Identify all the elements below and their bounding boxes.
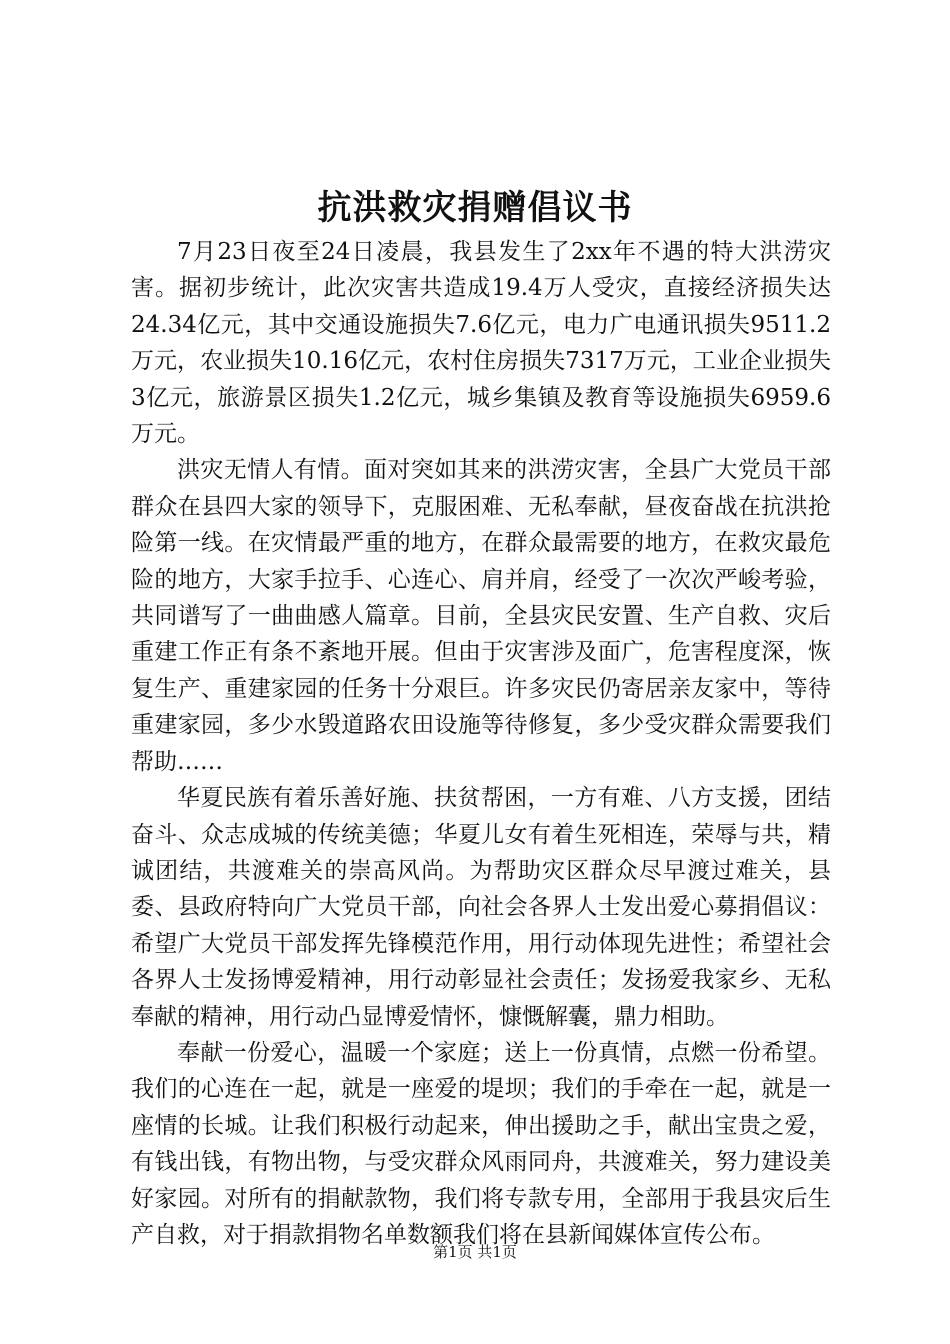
paragraph-disaster-summary: 7月23日夜至24日凌晨，我县发生了2xx年不遇的特大洪涝灾害。据初步统计，此次灾害共造成19.4万人受灾，直接经济损失达24.34亿元，其中交通设施损失7.6亿元，电力广电通讯损失9511.2万元，农业损失10.16亿元，农村住房损失7317万元，工业企业损失3亿元，旅游景区损失1.2亿元，城乡集镇及教育等设施损失6959.6万元。: [131, 239, 831, 448]
document-title: 抗洪救灾捐赠倡议书: [317, 188, 633, 228]
page-number-footer: 第1页 共1页: [433, 1243, 517, 1261]
document-body: [131, 234, 831, 1253]
paragraph-closing-call: 奉献一份爱心，温暖一个家庭；送上一份真情，点燃一份希望。我们的心连在一起，就是一座爱的堤坝；我们的手牵在一起，就是一座情的长城。让我们积极行动起来，伸出援助之手，献出宝贵之爱，有钱出钱，有物出物，与受灾群众风雨同舟，共渡难关，努力建设美好家园。对所有的捐献款物，我们将专款专用，全部用于我县灾后生产自救，对于捐款捐物名单数额我们将在县新闻媒体宣传公布。: [131, 1039, 831, 1248]
paragraph-flood-response: 洪灾无情人有情。面对突如其来的洪涝灾害，全县广大党员干部群众在县四大家的领导下，克服困难、无私奉献，昼夜奋战在抗洪抢险第一线。在灾情最严重的地方，在群众最需要的地方，在救灾最危险的地方，大家手拉手、心连心、肩并肩，经受了一次次严峻考验，共同谱写了一曲曲感人篇章。目前，全县灾民安置、生产自救、灾后重建工作正有条不紊地开展。但由于灾害涉及面广，危害程度深，恢复生产、重建家园的任务十分艰巨。许多灾民仍寄居亲友家中，等待重建家园，多少水毁道路农田设施等待修复，多少受灾群众需要我们帮助……: [131, 457, 831, 775]
paragraph-donation-appeal: 华夏民族有着乐善好施、扶贫帮困，一方有难、八方支援，团结奋斗、众志成城的传统美德；华夏儿女有着生死相连，荣辱与共，精诚团结，共渡难关的崇高风尚。为帮助灾区群众尽早渡过难关，县委、县政府特向广大党员干部，向社会各界人士发出爱心募捐倡议：希望广大党员干部发挥先锋模范作用，用行动体现先进性；希望社会各界人士发扬博爱精神，用行动彰显社会责任；发扬爱我家乡、无私奉献的精神，用行动凸显博爱情怀，慷慨解囊，鼎力相助。: [131, 785, 831, 1030]
